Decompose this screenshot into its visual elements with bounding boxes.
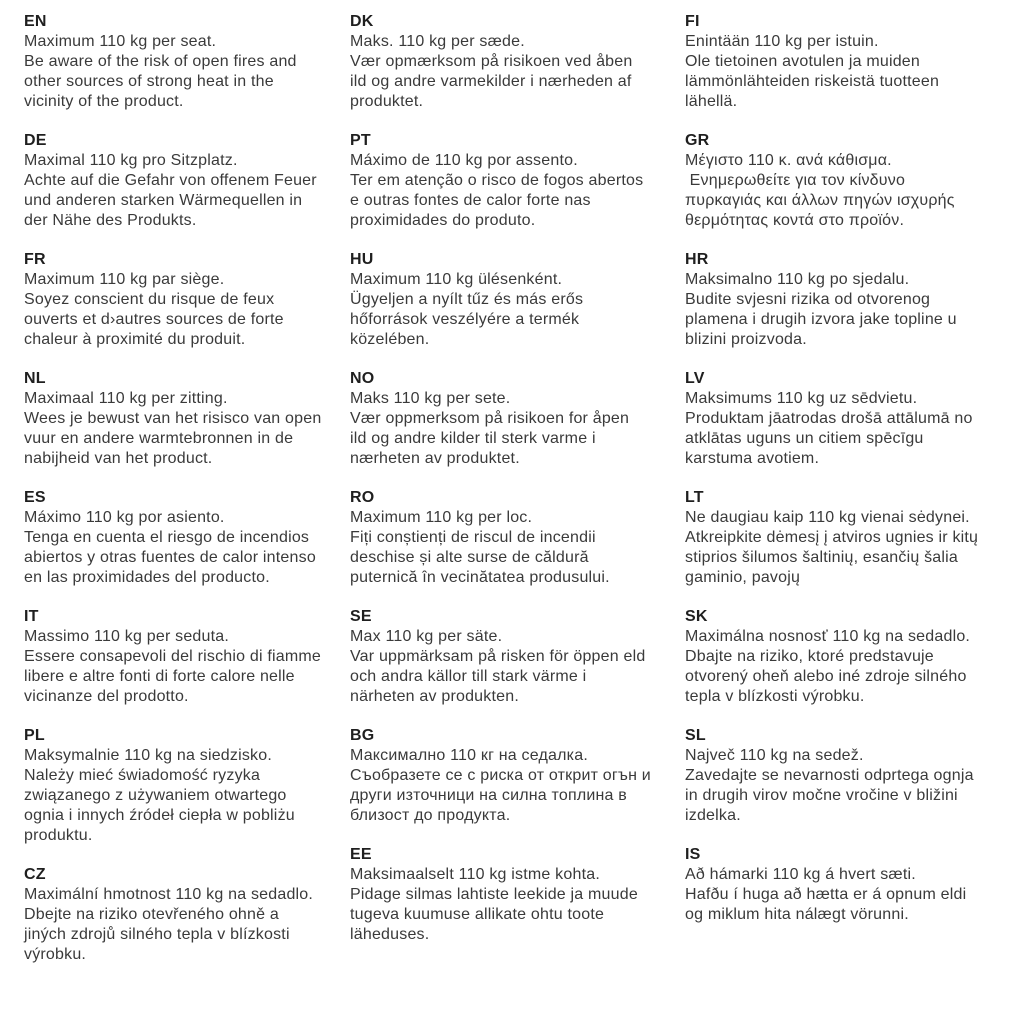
instruction-line: Vær opmærksom på risikoen ved åben [350,53,633,70]
language-code: LV [685,370,705,387]
instruction-line: ild og andre varmekilder i nærheden af [350,73,632,90]
language-code: IS [685,846,701,863]
instruction-line: Máximo 110 kg por asiento. [24,509,225,526]
language-block [350,250,685,350]
instruction-line: Essere consapevoli del rischio di fiamme [24,648,322,665]
instruction-line: vicinity of the product. [24,93,184,110]
instruction-line: izdelka. [685,807,741,824]
language-code: DE [24,132,47,149]
language-code: HR [685,251,709,268]
instruction-line: stiprios šilumos šaltinių, esančių šalia [685,549,958,566]
language-block [685,726,1024,826]
instruction-line: Maksimalno 110 kg po sjedalu. [685,271,910,288]
instruction-line: chaleur à proximité du produit. [24,331,246,348]
instruction-line: produktet. [350,93,424,110]
language-code: ES [24,489,46,506]
instruction-line: Budite svjesni rizika od otvorenog [685,291,931,308]
instruction-line: deschise și alte surse de căldură [350,549,589,566]
instruction-line: nabijheid van het product. [24,450,213,467]
instruction-line: ognia i innych źródeł ciepła w pobliżu [24,807,295,824]
instruction-line: Máximo de 110 kg por assento. [350,152,578,169]
language-block [24,726,350,846]
instruction-line: e outras fontes de calor forte nas [350,192,591,209]
instruction-line: läheduses. [350,926,430,943]
language-block [350,12,685,112]
instruction-line: Maximum 110 kg ülésenként. [350,271,563,288]
instruction-line: Maximaal 110 kg per zitting. [24,390,228,407]
language-block [24,488,350,588]
instruction-line: Maksymalnie 110 kg na siedzisko. [24,747,272,764]
instruction-line: Að hámarki 110 kg á hvert sæti. [685,866,916,883]
instruction-line: Maksimaalselt 110 kg istme kohta. [350,866,600,883]
instruction-line: other sources of strong heat in the [24,73,274,90]
instruction-line: Atkreipkite dėmesį į atviros ugnies ir kitų [685,529,979,546]
instruction-line: Pidage silmas lahtiste leekide ja muude [350,886,638,903]
language-code: IT [24,608,39,625]
instruction-line: Dbejte na riziko otevřeného ohně a [24,906,279,923]
instruction-line: Enintään 110 kg per istuin. [685,33,879,50]
instruction-line: produktu. [24,827,93,844]
language-block [350,607,685,707]
instruction-line: Be aware of the risk of open fires and [24,53,297,70]
language-block [24,607,350,707]
instruction-line: abiertos y otras fuentes de calor intenso [24,549,316,566]
instruction-line: Należy mieć świadomość ryzyka [24,767,261,784]
language-block [350,369,685,469]
column [350,12,685,1024]
instruction-line: vicinanze del prodotto. [24,688,189,705]
instruction-line: blizini proizvoda. [685,331,807,348]
language-code: EE [350,846,372,863]
language-block [24,369,350,469]
instruction-line: und anderen starken Wärmequellen in [24,192,303,209]
language-block [350,845,685,945]
language-code: CZ [24,866,46,883]
instruction-line: hőforrások veszélyére a termék [350,311,580,328]
instruction-line: Ole tietoinen avotulen ja muiden [685,53,920,70]
instruction-line: Soyez conscient du risque de feux [24,291,275,308]
instruction-line: gaminio, pavojų [685,569,801,586]
instruction-line: Dbajte na riziko, ktoré predstavuje [685,648,934,665]
instruction-line: vuur en andere warmtebronnen in de [24,430,294,447]
instruction-line: Var uppmärksam på risken för öppen eld [350,648,646,665]
instruction-line: Ενημερωθείτε για τον κίνδυνο [685,172,906,189]
language-code: NO [350,370,375,387]
instruction-line: Maximální hmotnost 110 kg na sedadlo. [24,886,314,903]
instruction-line: lämmönlähteiden riskeistä tuotteen [685,73,940,90]
instruction-line: närheten av produkten. [350,688,519,705]
instruction-line: Ügyeljen a nyílt tűz és más erős [350,291,584,308]
language-code: FR [24,251,46,268]
instruction-line: atklātas uguns un citiem spēcīgu [685,430,924,447]
instruction-line: Tenga en cuenta el riesgo de incendios [24,529,310,546]
instruction-line: Съобразете се с риска от открит огън и [350,767,651,784]
language-block [685,845,1024,925]
instruction-line: tepla v blízkosti výrobku. [685,688,865,705]
instruction-line: og miklum hita nálægt vörunni. [685,906,909,923]
instruction-line: tugeva kuumuse allikate ohtu toote [350,906,605,923]
instruction-line: Maximum 110 kg per loc. [350,509,533,526]
instruction-line: karstuma avotiem. [685,450,820,467]
language-code: PT [350,132,371,149]
instruction-line: Wees je bewust van het risisco van open [24,410,322,427]
language-code: SL [685,727,706,744]
language-block [24,865,350,965]
instruction-line: Maximálna nosnosť 110 kg na sedadlo. [685,628,971,645]
instruction-line: Maks 110 kg per sete. [350,390,511,407]
instruction-line: Massimo 110 kg per seduta. [24,628,230,645]
language-code: EN [24,13,47,30]
language-block [24,131,350,231]
language-block [350,488,685,588]
instruction-line: други източници на силна топлина в [350,787,627,804]
instruction-line: der Nähe des Produkts. [24,212,197,229]
language-code: LT [685,489,704,506]
language-block [685,250,1024,350]
instruction-line: Maks. 110 kg per sæde. [350,33,525,50]
instruction-line: výrobku. [24,946,87,963]
column [685,12,1024,1024]
instruction-line: plamena i drugih izvora jake topline u [685,311,957,328]
instruction-line: ild og andre kilder til sterk varme i [350,430,596,447]
instruction-line: Максимално 110 кг на седалка. [350,747,588,764]
language-code: PL [24,727,45,744]
instruction-line: Maksimums 110 kg uz sēdvietu. [685,390,918,407]
instruction-line: близост до продукта. [350,807,511,824]
instruction-line: Achte auf die Gefahr von offenem Feuer [24,172,317,189]
instruction-line: puternică în vecinătatea produsului. [350,569,610,586]
language-block [685,369,1024,469]
instruction-line: Ne daugiau kaip 110 kg vienai sėdynei. [685,509,970,526]
language-block [685,131,1024,231]
language-block [24,250,350,350]
language-code: BG [350,727,375,744]
instruction-line: θερμότητας κοντά στο προϊόν. [685,212,905,229]
instruction-line: in drugih virov močne vročine v bližini [685,787,958,804]
language-block [685,488,1024,588]
instruction-line: Produktam jāatrodas drošā attālumā no [685,410,973,427]
language-block [685,607,1024,707]
language-block [350,131,685,231]
instruction-line: Zavedajte se nevarnosti odprtega ognja [685,767,974,784]
instruction-line: nærheten av produktet. [350,450,520,467]
instruction-line: Maximum 110 kg par siège. [24,271,225,288]
instruction-line: Ter em atenção o risco de fogos abertos [350,172,644,189]
language-code: NL [24,370,46,387]
instruction-line: otvorený oheň alebo iné zdroje silného [685,668,967,685]
language-code: DK [350,13,374,30]
language-code: GR [685,132,710,149]
language-code: HU [350,251,374,268]
language-block [685,12,1024,112]
language-code: SE [350,608,372,625]
instruction-line: közelében. [350,331,430,348]
language-block [24,12,350,112]
instruction-line: związanego z używaniem otwartego [24,787,287,804]
instruction-line: ouverts et d›autres sources de forte [24,311,284,328]
instruction-line: och andra källor till stark värme i [350,668,587,685]
instruction-line: Največ 110 kg na sedež. [685,747,864,764]
language-block [350,726,685,826]
instruction-line: libere e altre fonti di forte calore nelle [24,668,295,685]
language-code: FI [685,13,700,30]
instruction-line: en las proximidades del producto. [24,569,270,586]
instruction-line: Fiți conștienți de riscul de incendii [350,529,596,546]
instruction-line: proximidades do produto. [350,212,536,229]
instruction-line: πυρκαγιάς και άλλων πηγών ισχυρής [685,192,955,209]
language-code: RO [350,489,375,506]
language-code: SK [685,608,708,625]
instruction-line: Μέγιστο 110 κ. ανά κάθισμα. [685,152,892,169]
instruction-line: Maximum 110 kg per seat. [24,33,217,50]
instruction-line: Maximal 110 kg pro Sitzplatz. [24,152,238,169]
instruction-line: Hafðu í huga að hætta er á opnum eldi [685,886,967,903]
instruction-line: jiných zdrojů silného tepla v blízkosti [24,926,290,943]
instruction-line: Max 110 kg per säte. [350,628,503,645]
instruction-line: lähellä. [685,93,738,110]
instruction-line: Vær oppmerksom på risikoen for åpen [350,410,630,427]
column [24,12,350,1024]
